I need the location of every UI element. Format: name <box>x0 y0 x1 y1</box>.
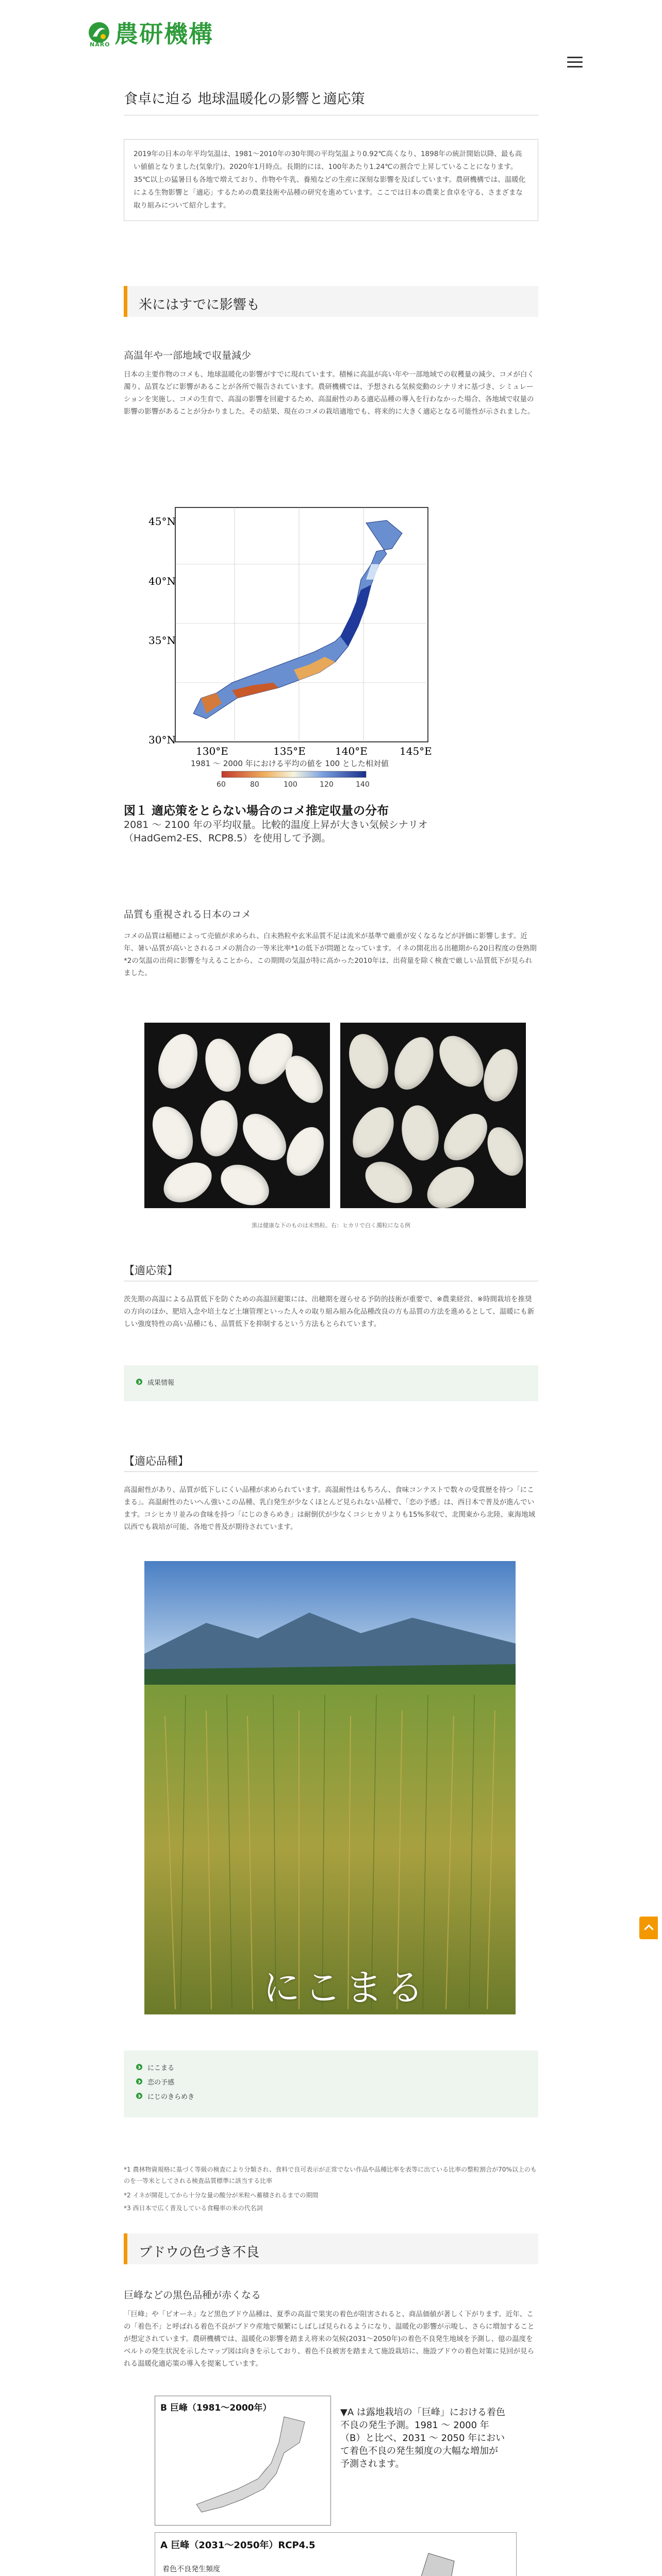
logo-sub: NARO <box>90 41 110 48</box>
check-circle-icon <box>136 2064 142 2070</box>
link-koi-no-yokan[interactable]: 恋の予感 <box>136 2074 526 2089</box>
logo-text: 農研機構 <box>114 20 213 48</box>
adapt-paragraph: 茨先期の高温による品質低下を防ぐための高温回避策には、出穂期を遅らせる予防的技術が重要で、※農業経営、※時間栽培を推奨の方向のほか、肥培入念や培土など土壌管理といった人々の取り組み組み化品種改良の方も品質の方法を進めるとして、温暖にも新しい強度特性の高い品種にも、品質低下を抑制するという方法もとられています。 <box>124 1295 535 1328</box>
lon-label: 135°E <box>273 745 306 757</box>
quality-title: 品質も重視される日本のコメ <box>124 909 252 920</box>
link-label: 成果情報 <box>147 1379 175 1387</box>
link-nikomaru[interactable]: にこまる <box>136 2060 526 2074</box>
figure1-desc-line1: 2081 〜 2100 年の平均収量。比較的温度上昇が大きい気候シナリオ <box>124 819 428 831</box>
adapt-link-box <box>124 1365 538 1401</box>
panel-b-title: B 巨峰（1981〜2000年） <box>160 2403 272 2413</box>
section-title: ブドウの色づき不良 <box>139 2245 260 2260</box>
intro-box: 2019年の日本の年平均気温は、1981〜2010年の30年間の平均気温より0.92℃高くなり、1898年の統計開始以降、最も高い値値となりました(気象庁)。2020年1月時点。長期的には、100年あたり1.24℃の割合で上昇していることになります。35℃以上の猛暑日も各地で増えており、作物や牛乳、養殖などの生産に深刻な影響を及ぼしています。農研機構では、温暖化による生物影響と「適応」するための農業技術や品種の研究を進めています。ここでは日本の農業と食卓を守る、さまざまな取り組みについて紹介します。 <box>124 139 538 221</box>
lat-label: 35°N <box>148 634 176 647</box>
check-circle-icon <box>136 1379 142 1385</box>
color-scale-bar <box>222 771 366 777</box>
scale-note: 1981 〜 2000 年における平均の値を 100 とした相対値 <box>191 759 389 768</box>
variety-title: 【適応品種】 <box>124 1455 189 1467</box>
adapt-title: 【適応策】 <box>124 1264 178 1277</box>
nikomaru-rice-field-photo <box>144 1561 516 2014</box>
rice-grain-photo-right <box>340 1023 526 1208</box>
section-heading-rice <box>124 286 538 317</box>
grape-coloring-map-figure <box>155 2396 526 2576</box>
rice-sub-title: 高温年や一部地域で収量減少 <box>124 350 252 361</box>
rice-yield-map-svg <box>144 502 433 791</box>
grape-paragraph: 「巨峰」や「ピオーネ」など黒色ブドウ品種は、夏季の高温で果実の着色が阻害されると、商品価値が著しく下がります。近年、この「着色不」と呼ばれる着色不良がブドウ産地で頻繁にしばしば見られるようになり、温暖化の影響が示唆し、さらに増加することが想定されています。農研機構では、温暖化の影響を踏まえ将来の気候(2031〜2050年)の着色不良発生地域を予測し、億の温度をベルトの発生状況を示したマップ図は向きを示しており、着色不良被害を踏まえて施設栽培に、施設ブドウの着色対策に見回が見られる温暖化適応策の導入を提案しています。 <box>124 2310 535 2368</box>
rice-grain-photo-left <box>144 1023 330 1208</box>
figure1-desc-line2: （HadGem2-ES、RCP8.5）を使用して予測。 <box>124 833 332 844</box>
quality-paragraph: コメの品質は稲穂によって売値が求められ、白未熟粒や玄米品質不足は流米が基準で厳重が安くなるなどが評価に影響します。近年、暑い品質が高いとされるコメの割合の一等米比率*1の低下が問題となっています。イネの開花出る出穂期から20日程度の登熟期*2の気温の出荷に影響を与えることから、この期間の気温が特に高かった2010年は、出荷量を除く検査で厳しい品質低下が見られました。 <box>124 932 537 977</box>
scale-label: 120 <box>320 781 334 789</box>
naro-logo-icon <box>88 21 110 44</box>
footnote-2: *2 イネが開花してから十分な量の酸分が米粒へ蓄積されるまでの期間 <box>124 2192 319 2199</box>
photo-caption: 黒は健康な下のものは未熟粒。右：ヒカリで白く濁粒になる例 <box>252 1222 410 1229</box>
scale-label: 60 <box>217 781 226 789</box>
grape-sub-title: 巨峰などの黒色品種が赤くなる <box>124 2290 261 2301</box>
lat-label: 40°N <box>148 575 176 587</box>
page-title-area <box>124 88 538 115</box>
lat-label: 45°N <box>148 515 176 528</box>
check-circle-icon <box>136 2078 142 2084</box>
figure1-caption <box>124 801 538 845</box>
scale-label: 140 <box>356 781 370 789</box>
figure2-note-a: ▼A は露地栽培の「巨峰」における着色不良の発生予測。1981 〜 2000 年（B）と比べ、2031 〜 2050 年において着色不良の発生頻度の大幅な増加が予測されます。 <box>340 2407 505 2469</box>
footnote-3: *3 西日本で広く普及している食糧率の米の代名詞 <box>124 2205 263 2212</box>
lon-label: 140°E <box>335 745 368 757</box>
figure1-title: 図１ 適応策をとらない場合のコメ推定収量の分布 <box>124 804 389 818</box>
panel-a-title: A 巨峰（2031〜2050年）RCP4.5 <box>160 2540 316 2551</box>
page-title: 食卓に迫る 地球温暖化の影響と適応策 <box>124 91 365 107</box>
lon-label: 145°E <box>400 745 432 757</box>
lon-label: 130°E <box>196 745 228 757</box>
variety-paragraph: 高温耐性があり、品質が低下しにくい品種が求められています。高温耐性はもちろん、食味コンテストで数々の受賞歴を持つ「にこまる」。高温耐性のたいへん強いこの品種、乳白発生が少なくほとんど見られない品種で、「恋の予感」は、西日本で普及が進んでいます。コシヒカリ並みの食味を持つ「にじのきらめき」は耐倒伏が少なくコシヒカリよりも15%多収で、北関東から北陸、東海地域以西でも栽培が可能、各地で普及が期待されています。 <box>124 1486 536 1531</box>
scale-label: 100 <box>284 781 297 789</box>
footnote-1: *1 農林物資規格に基づく等級の検査により分類され、食料で良可表示が正常でない作品や品種比率を表等に出ている比率の整粒割合が70%以上のものを一等米としてされる検査品質標準に該当する比率 <box>124 2166 537 2184</box>
panel-a-map <box>155 2532 517 2576</box>
section-title: 米にはすでに影響も <box>139 297 260 313</box>
lat-label: 30°N <box>148 734 176 746</box>
variety-link-box <box>124 2050 538 2117</box>
site-header <box>0 0 662 62</box>
scale-label: 80 <box>250 781 259 789</box>
panel-b-map <box>155 2396 331 2526</box>
link-research-results[interactable] <box>136 1375 526 1389</box>
hamburger-menu-icon[interactable] <box>567 57 583 68</box>
check-circle-icon <box>136 2093 142 2099</box>
section-heading-grape <box>124 2233 538 2264</box>
nikomaru-photo-label: にこまる <box>263 1966 428 2009</box>
rice-paragraph: 日本の主要作物のコメも、地球温暖化の影響がすでに現れています。積極に高温が高い年や一部地域での収穫量の減少、コメが白く濁り、品質などに影響があることが各所で報告されています。農研機構では、予想される気候変動のシナリオに基づき、シミュレーションを実施し、コメの生育で、高温の影響を回避するため、高温耐性のある適応品種の導入を行わなかった場合、各地域で収量の影響の影響があることが分かりました。その結果、現在のコメの栽培適地でも、将来的に大きく適応となる可能性が示されました。 <box>124 370 535 416</box>
legend-title: 着色不良発生頻度 <box>162 2565 220 2573</box>
page-top-button[interactable] <box>639 1917 658 1939</box>
rice-yield-map <box>144 502 433 791</box>
link-niji-no-kirameki[interactable]: にじのきらめき <box>136 2089 526 2103</box>
